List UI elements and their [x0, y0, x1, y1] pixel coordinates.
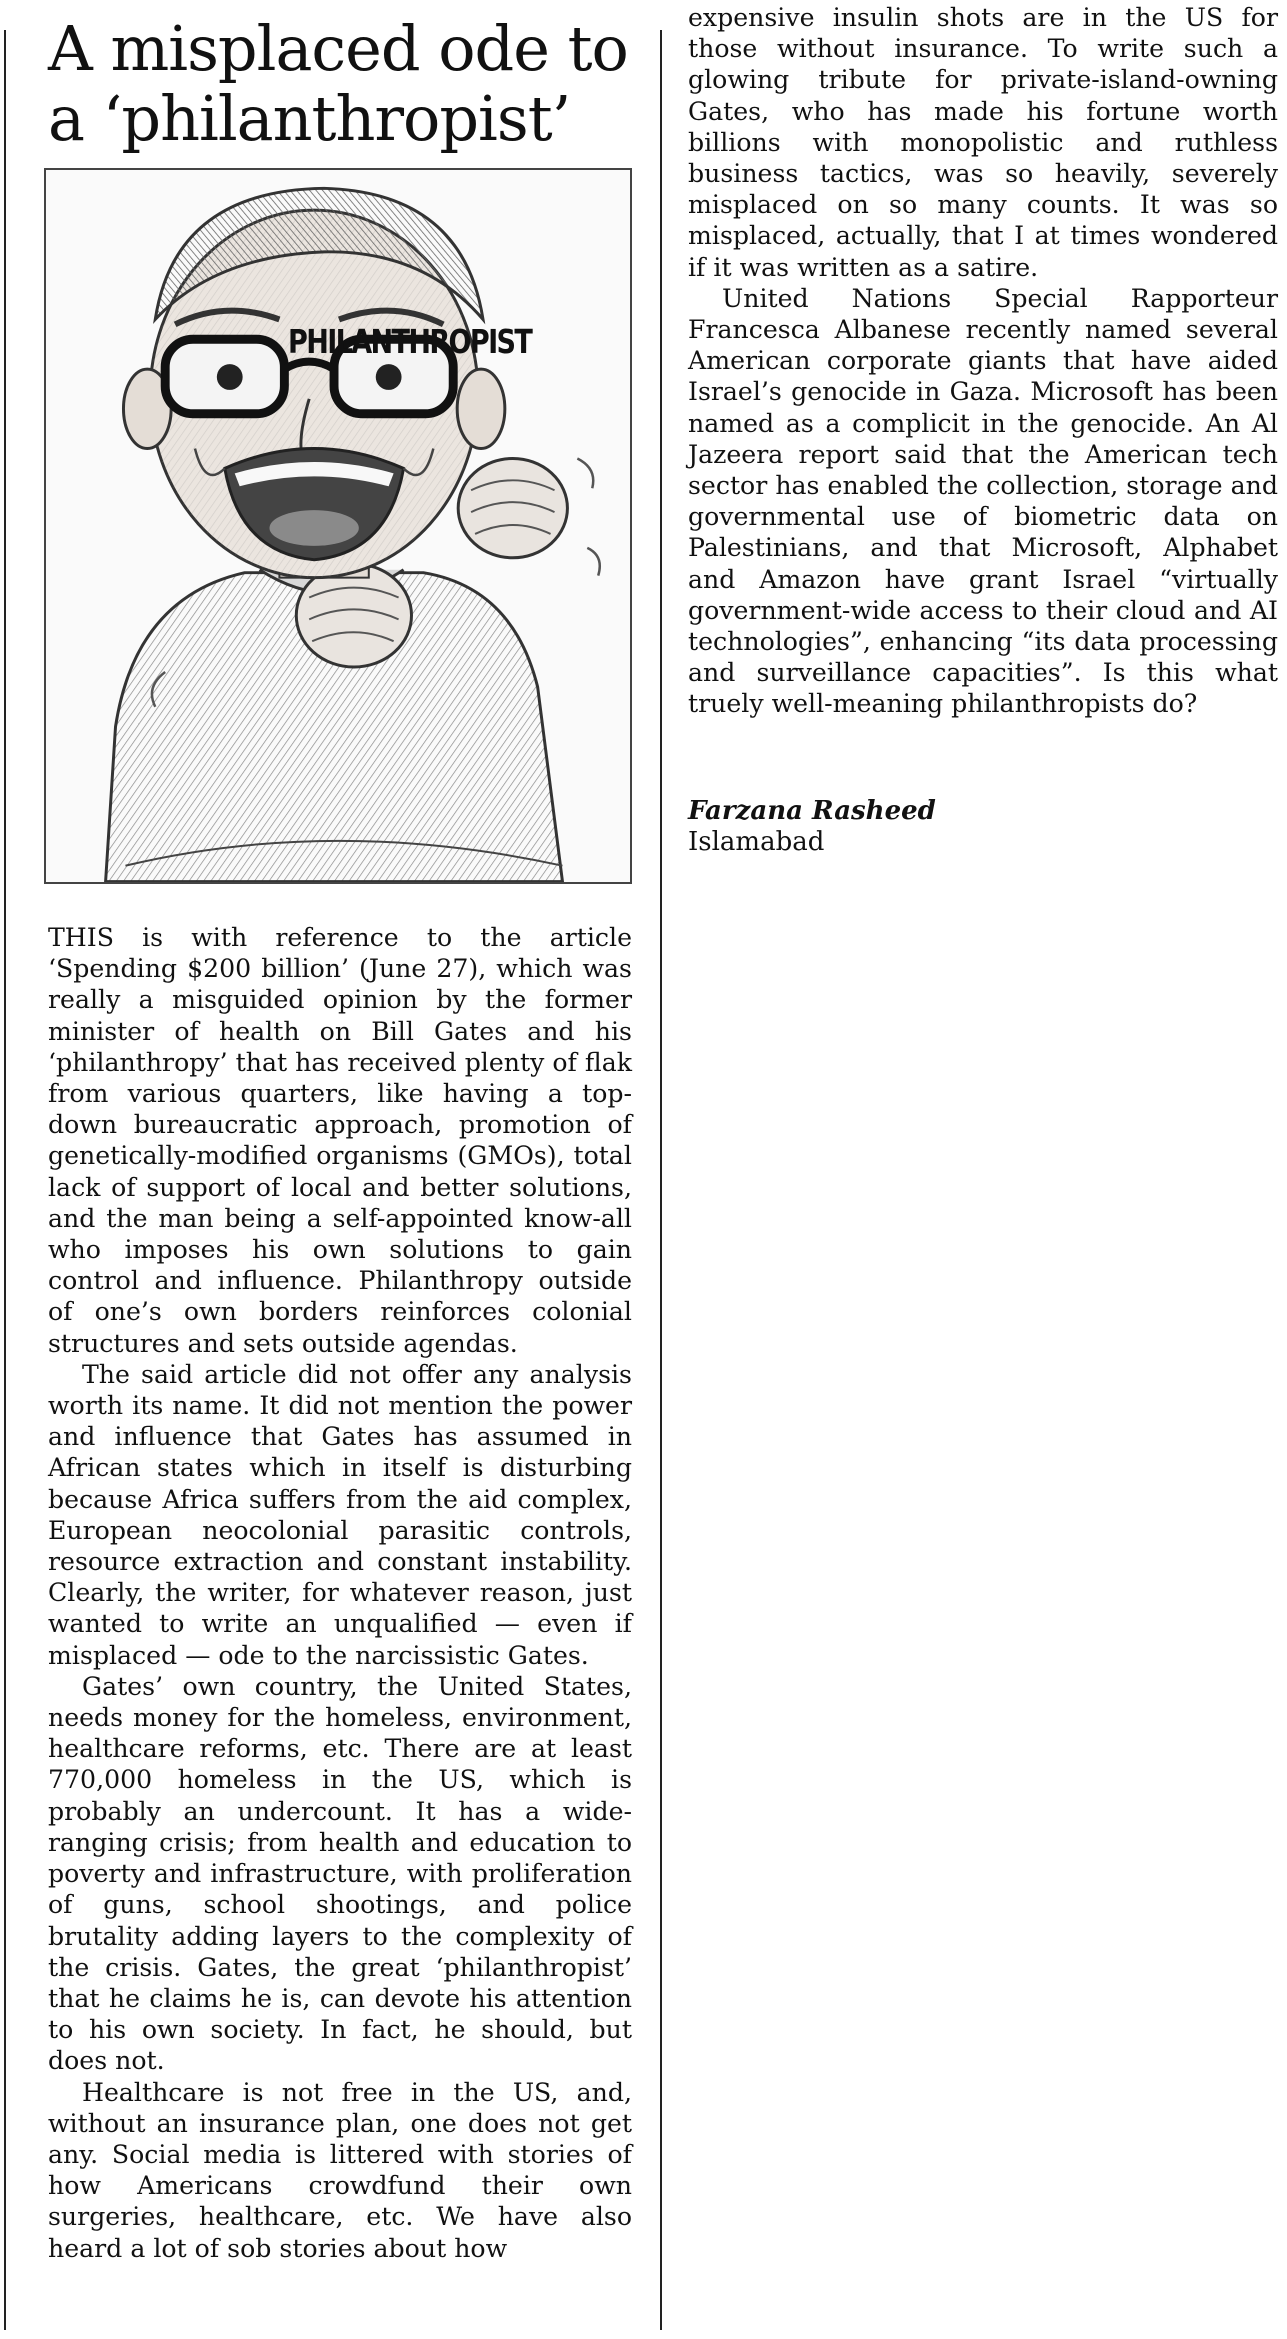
paragraph: expensive insulin shots are in the US for those without insurance. To write such a glowing tribute for private-island-owning Gates, who has made his fortune worth billions with monopolistic and ruthless business tactics, was so heavily, severely misplaced on so many counts. It was so misplaced, actually, that I at times wondered if it was written as a satire.: [688, 3, 1278, 282]
cartoon-label-text: PHILANTHROPIST: [288, 322, 532, 361]
article-column-right: [688, 2, 1278, 720]
cartoon-illustration: [44, 168, 632, 884]
paragraph: The said article did not offer any analysis worth its name. It did not mention the power and influence that Gates has assumed in African states which in itself is disturbing because Africa suffers from the aid complex, European neocolonial parasitic controls, resource extraction and constant instability. Clearly, the writer, for whatever reason, just wanted to write an unqualified — even if misplaced — ode to the narcissistic Gates.: [48, 1359, 632, 1670]
article-column-left: [48, 922, 632, 2264]
paragraph: Gates’ own country, the United States, needs money for the homeless, environment, healthcare reforms, etc. There are at least 770,000 homeless in the US, which is probably an undercount. It has a wide-ranging crisis; from health and education to poverty and infrastructure, with proliferation of guns, school shootings, and police brutality adding layers to the complexity of the crisis. Gates, the great ‘philanthropist’ that he claims he is, can devote his attention to his own society. In fact, he should, but does not.: [48, 1671, 632, 2076]
author-city: Islamabad: [688, 827, 825, 857]
column-divider: [660, 30, 662, 2330]
headline: A misplaced ode to a ‘philanthropist’: [48, 12, 628, 155]
author-name: Farzana Rasheed: [688, 796, 936, 826]
author-signature: [688, 796, 936, 858]
paragraph: United Nations Special Rapporteur Francesca Albanese recently named several American corporate giants that have aided Israel’s genocide in Gaza. Microsoft has been named as a complicit in the genocide. An Al Jazeera report said that the American tech sector has enabled the collection, storage and governmental use of biometric data on Palestinians, and that Microsoft, Alphabet and Amazon have grant Israel “virtually government-wide access to their cloud and AI technologies”, enhancing “its data processing and surveillance capacities”. Is this what truely well-meaning philanthropists do?: [688, 283, 1278, 719]
paragraph: Healthcare is not free in the US, and, without an insurance plan, one does not get any. Social media is littered with stories of how Americans crowdfund their own surgeries, healthcare, etc. We have also heard a lot of sob stories about how: [48, 2077, 632, 2263]
paragraph: THIS is with reference to the article ‘Spending $200 billion’ (June 27), which was really a misguided opinion by the former minister of health on Bill Gates and his ‘philanthropy’ that has received plenty of flak from various quarters, like having a top-down bureaucratic approach, promotion of genetically-modified organisms (GMOs), total lack of support of local and better solutions, and the man being a self-appointed know-all who imposes his own solutions to gain control and influence. Philanthropy outside of one’s own borders reinforces colonial structures and sets outside agendas.: [48, 923, 632, 1358]
caricature-illustration-icon: [46, 170, 630, 882]
page-edge-rule: [4, 30, 6, 2330]
